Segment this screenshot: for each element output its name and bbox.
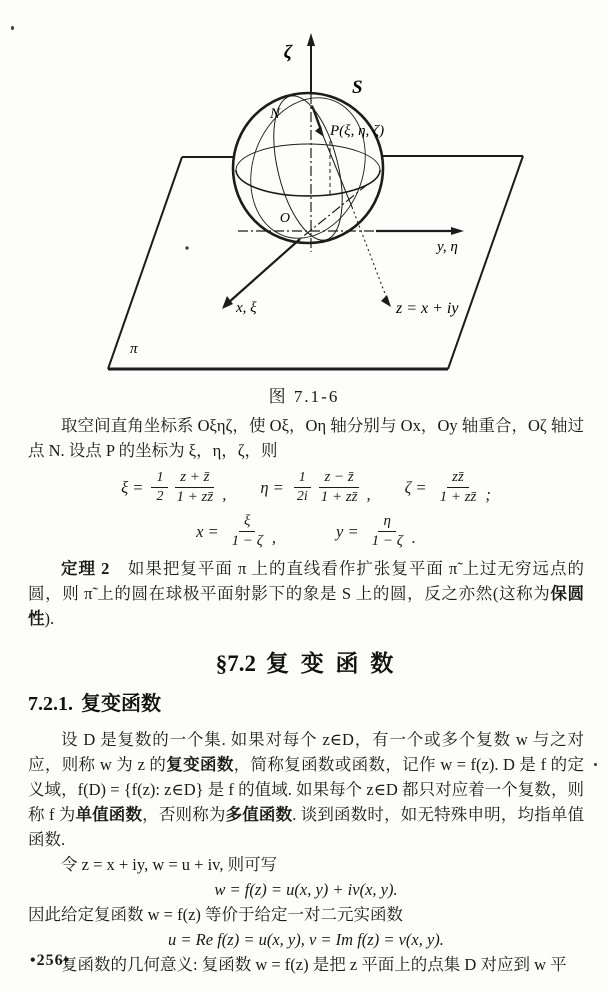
- x-axis-label: x, ξ: [236, 300, 257, 316]
- z-point-arrowhead: [381, 295, 391, 307]
- formula-x-frac: $\frac{\xi}{1 - \zeta}$: [231, 512, 263, 549]
- zeta-axis-arrowhead: [307, 33, 315, 46]
- formula-eta: [260, 469, 370, 507]
- para1-seg: . 谈到函数时，如无特殊申明，均指单值函数.: [28, 805, 585, 849]
- theorem-2: [28, 556, 584, 631]
- formula-zeta-lhs: ζ =: [404, 478, 427, 498]
- formula-eta-coef: $\frac{1}{2i}$: [292, 470, 313, 505]
- formula-w: w = f(z) = u(x, y) + iv(x, y).: [214, 880, 398, 899]
- subsection-title: 复变函数: [81, 693, 161, 715]
- sphere-outline: [232, 82, 385, 255]
- formula-xi-frac: $\frac{z + z̄}{1 + zz̄}$: [176, 469, 214, 506]
- scan-speck: [185, 246, 188, 249]
- formula-uv: u = Re f(z) = u(x, y), v = Im f(z) = v(x, y).: [168, 930, 444, 949]
- theorem-text-end: ).: [44, 609, 55, 628]
- formula-xi-coef: $\frac{1}{2}$: [151, 470, 168, 505]
- subsection-number: 7.2.1.: [28, 693, 73, 715]
- figure-caption: 图 7.1-6: [268, 387, 340, 406]
- north-pole-point: [310, 105, 313, 108]
- formula-y-frac: $\frac{\eta}{1 - \zeta}$: [371, 512, 403, 549]
- formula-xi-lhs: ξ =: [121, 478, 144, 498]
- origin-label: O: [279, 211, 290, 226]
- let-z-paragraph: 令 z = x + iy, w = u + iv, 则可写: [61, 855, 278, 874]
- therefore-paragraph: 因此给定复函数 w = f(z) 等价于给定一对二元实函数: [28, 905, 404, 924]
- y-axis-label: y, η: [437, 239, 458, 255]
- formula-y: [336, 513, 416, 551]
- formula-eta-frac: $\frac{z - z̄}{1 + zz̄}$: [320, 469, 358, 506]
- figure-riemann-sphere: [0, 0, 608, 378]
- theorem-label: 定理 2: [61, 559, 110, 578]
- north-pole-label: N: [269, 106, 280, 122]
- plane-label: π: [130, 341, 138, 357]
- formula-zeta: [405, 469, 491, 507]
- point-p-label: P(ξ, η, ζ): [330, 123, 385, 139]
- y-axis-arrowhead: [451, 227, 464, 235]
- para1-term-danzhi: 单值函数: [75, 805, 143, 824]
- zeta-axis-label: ζ: [283, 42, 293, 63]
- geometric-meaning-paragraph: 复函数的几何意义: 复函数 w = f(z) 是把 z 平面上的点集 D 对应到 w 平: [61, 955, 567, 974]
- formula-x: [196, 513, 276, 551]
- formula-zeta-sep: ;: [485, 484, 491, 504]
- definition-paragraph: [28, 727, 584, 852]
- formula-x-lhs: x =: [196, 521, 219, 541]
- formula-eta-sep: ,: [366, 484, 371, 504]
- section-number: §7.2: [215, 651, 256, 676]
- para1-term-duozhi: 多值函数: [225, 805, 293, 824]
- para1-seg: ，简称复函数或函数，记作 w = f(z). D 是 f 的定义域，f(D) = {f(z): z∈D} 是 f 的值域. 如果每个 z∈D 都只对应着一个复数，则称 f 为: [28, 755, 584, 824]
- formula-row-2: [28, 513, 584, 551]
- x-axis-arrowhead: [222, 296, 233, 309]
- theorem-text: 如果把复平面 π 上的直线看作扩张复平面 π̃ 上过无穷远点的圆，则 π̃ 上的圆在球极平面射影下的象是 S 上的圆，反之亦然(这称为: [28, 559, 584, 603]
- para1-seg: ，否则称为: [142, 805, 226, 824]
- para1-seg: 设 D 是复数的一个集. 如果对每个 z∈D，有一个或多个复数 w 与之对应，则称 w 为 z 的: [28, 730, 584, 774]
- formula-eta-lhs: η =: [260, 478, 284, 498]
- section-heading: [28, 651, 584, 676]
- formula-xi-sep: ,: [222, 484, 227, 504]
- page-number: •256•: [30, 952, 71, 969]
- formula-y-sep: .: [411, 528, 416, 547]
- formula-y-lhs: y =: [336, 521, 359, 541]
- scan-speck: [11, 26, 14, 30]
- sphere-projection-diagram: [0, 0, 608, 378]
- formula-row-1: [28, 469, 584, 507]
- z-point-label: z = x + iy: [396, 300, 459, 317]
- formula-zeta-frac: $\frac{zz̄}{1 + zz̄}$: [439, 469, 477, 506]
- formula-x-sep: ,: [271, 528, 276, 547]
- section-title: 复 变 函 数: [266, 651, 397, 676]
- subsection-heading: [28, 692, 584, 717]
- setup-paragraph: 取空间直角坐标系 Oξηζ，使 Oξ，Oη 轴分别与 Ox，Oy 轴重合，Oζ 轴过点 N. 设点 P 的坐标为 ξ，η，ζ，则: [28, 416, 584, 460]
- text-column: [0, 413, 608, 977]
- scan-speck: [594, 763, 597, 766]
- theorem-keyword: 保圆性: [28, 584, 584, 628]
- formula-xi: [121, 469, 226, 507]
- para1-term-fubianhanshu: 复变函数: [166, 755, 234, 774]
- sphere-label: S: [352, 77, 363, 98]
